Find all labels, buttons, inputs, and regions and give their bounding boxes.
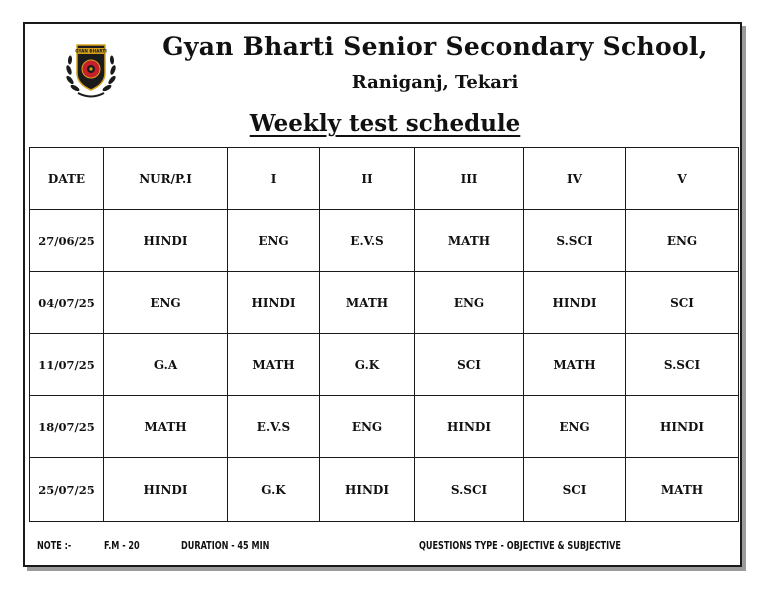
date-cell: 04/07/25 — [30, 272, 104, 334]
svg-text:GYAN BHARTI: GYAN BHARTI — [75, 48, 107, 54]
date-cell: 27/06/25 — [30, 210, 104, 272]
page-title: Weekly test schedule — [249, 110, 521, 137]
subject-cell: G.K — [228, 458, 320, 522]
subject-cell: S.SCI — [626, 334, 739, 396]
subject-cell: S.SCI — [415, 458, 524, 522]
subject-cell: MATH — [524, 334, 626, 396]
subject-cell: ENG — [228, 210, 320, 272]
table-header-row — [30, 148, 739, 210]
column-header: IV — [524, 148, 626, 210]
date-cell: 11/07/25 — [30, 334, 104, 396]
subject-cell: E.V.S — [228, 396, 320, 458]
column-header: II — [320, 148, 415, 210]
question-type: QUESTIONS TYPE - OBJECTIVE & SUBJECTIVE — [419, 539, 621, 552]
date-cell: 18/07/25 — [30, 396, 104, 458]
column-header: V — [626, 148, 739, 210]
subject-cell: MATH — [320, 272, 415, 334]
footer-note — [37, 539, 717, 557]
date-cell: 25/07/25 — [30, 458, 104, 522]
full-marks: F.M - 20 — [104, 539, 140, 552]
note-label: NOTE :- — [37, 539, 72, 552]
subject-cell: MATH — [104, 396, 228, 458]
duration: DURATION - 45 MIN — [181, 539, 270, 552]
subject-cell: ENG — [626, 210, 739, 272]
subject-cell: ENG — [320, 396, 415, 458]
column-header: DATE — [30, 148, 104, 210]
table-row — [30, 210, 739, 272]
subject-cell: HINDI — [104, 458, 228, 522]
subject-cell: G.A — [104, 334, 228, 396]
subject-cell: ENG — [104, 272, 228, 334]
subject-cell: G.K — [320, 334, 415, 396]
subject-cell: S.SCI — [524, 210, 626, 272]
subject-cell: ENG — [524, 396, 626, 458]
subject-cell: MATH — [626, 458, 739, 522]
school-logo-icon — [60, 40, 122, 102]
subject-cell: HINDI — [524, 272, 626, 334]
table-row — [30, 396, 739, 458]
table-row — [30, 458, 739, 522]
subject-cell: HINDI — [104, 210, 228, 272]
subject-cell: MATH — [228, 334, 320, 396]
table-row — [30, 334, 739, 396]
subject-cell: HINDI — [626, 396, 739, 458]
schedule-table — [29, 147, 739, 522]
column-header: I — [228, 148, 320, 210]
subject-cell: HINDI — [415, 396, 524, 458]
subject-cell: MATH — [415, 210, 524, 272]
subject-cell: SCI — [415, 334, 524, 396]
subject-cell: SCI — [626, 272, 739, 334]
table-row — [30, 272, 739, 334]
subject-cell: ENG — [415, 272, 524, 334]
subject-cell: HINDI — [228, 272, 320, 334]
school-location: Raniganj, Tekari — [351, 72, 519, 93]
subject-cell: E.V.S — [320, 210, 415, 272]
column-header: NUR/P.I — [104, 148, 228, 210]
subject-cell: HINDI — [320, 458, 415, 522]
subject-cell: SCI — [524, 458, 626, 522]
column-header: III — [415, 148, 524, 210]
school-name: Gyan Bharti Senior Secondary School, — [162, 32, 708, 61]
